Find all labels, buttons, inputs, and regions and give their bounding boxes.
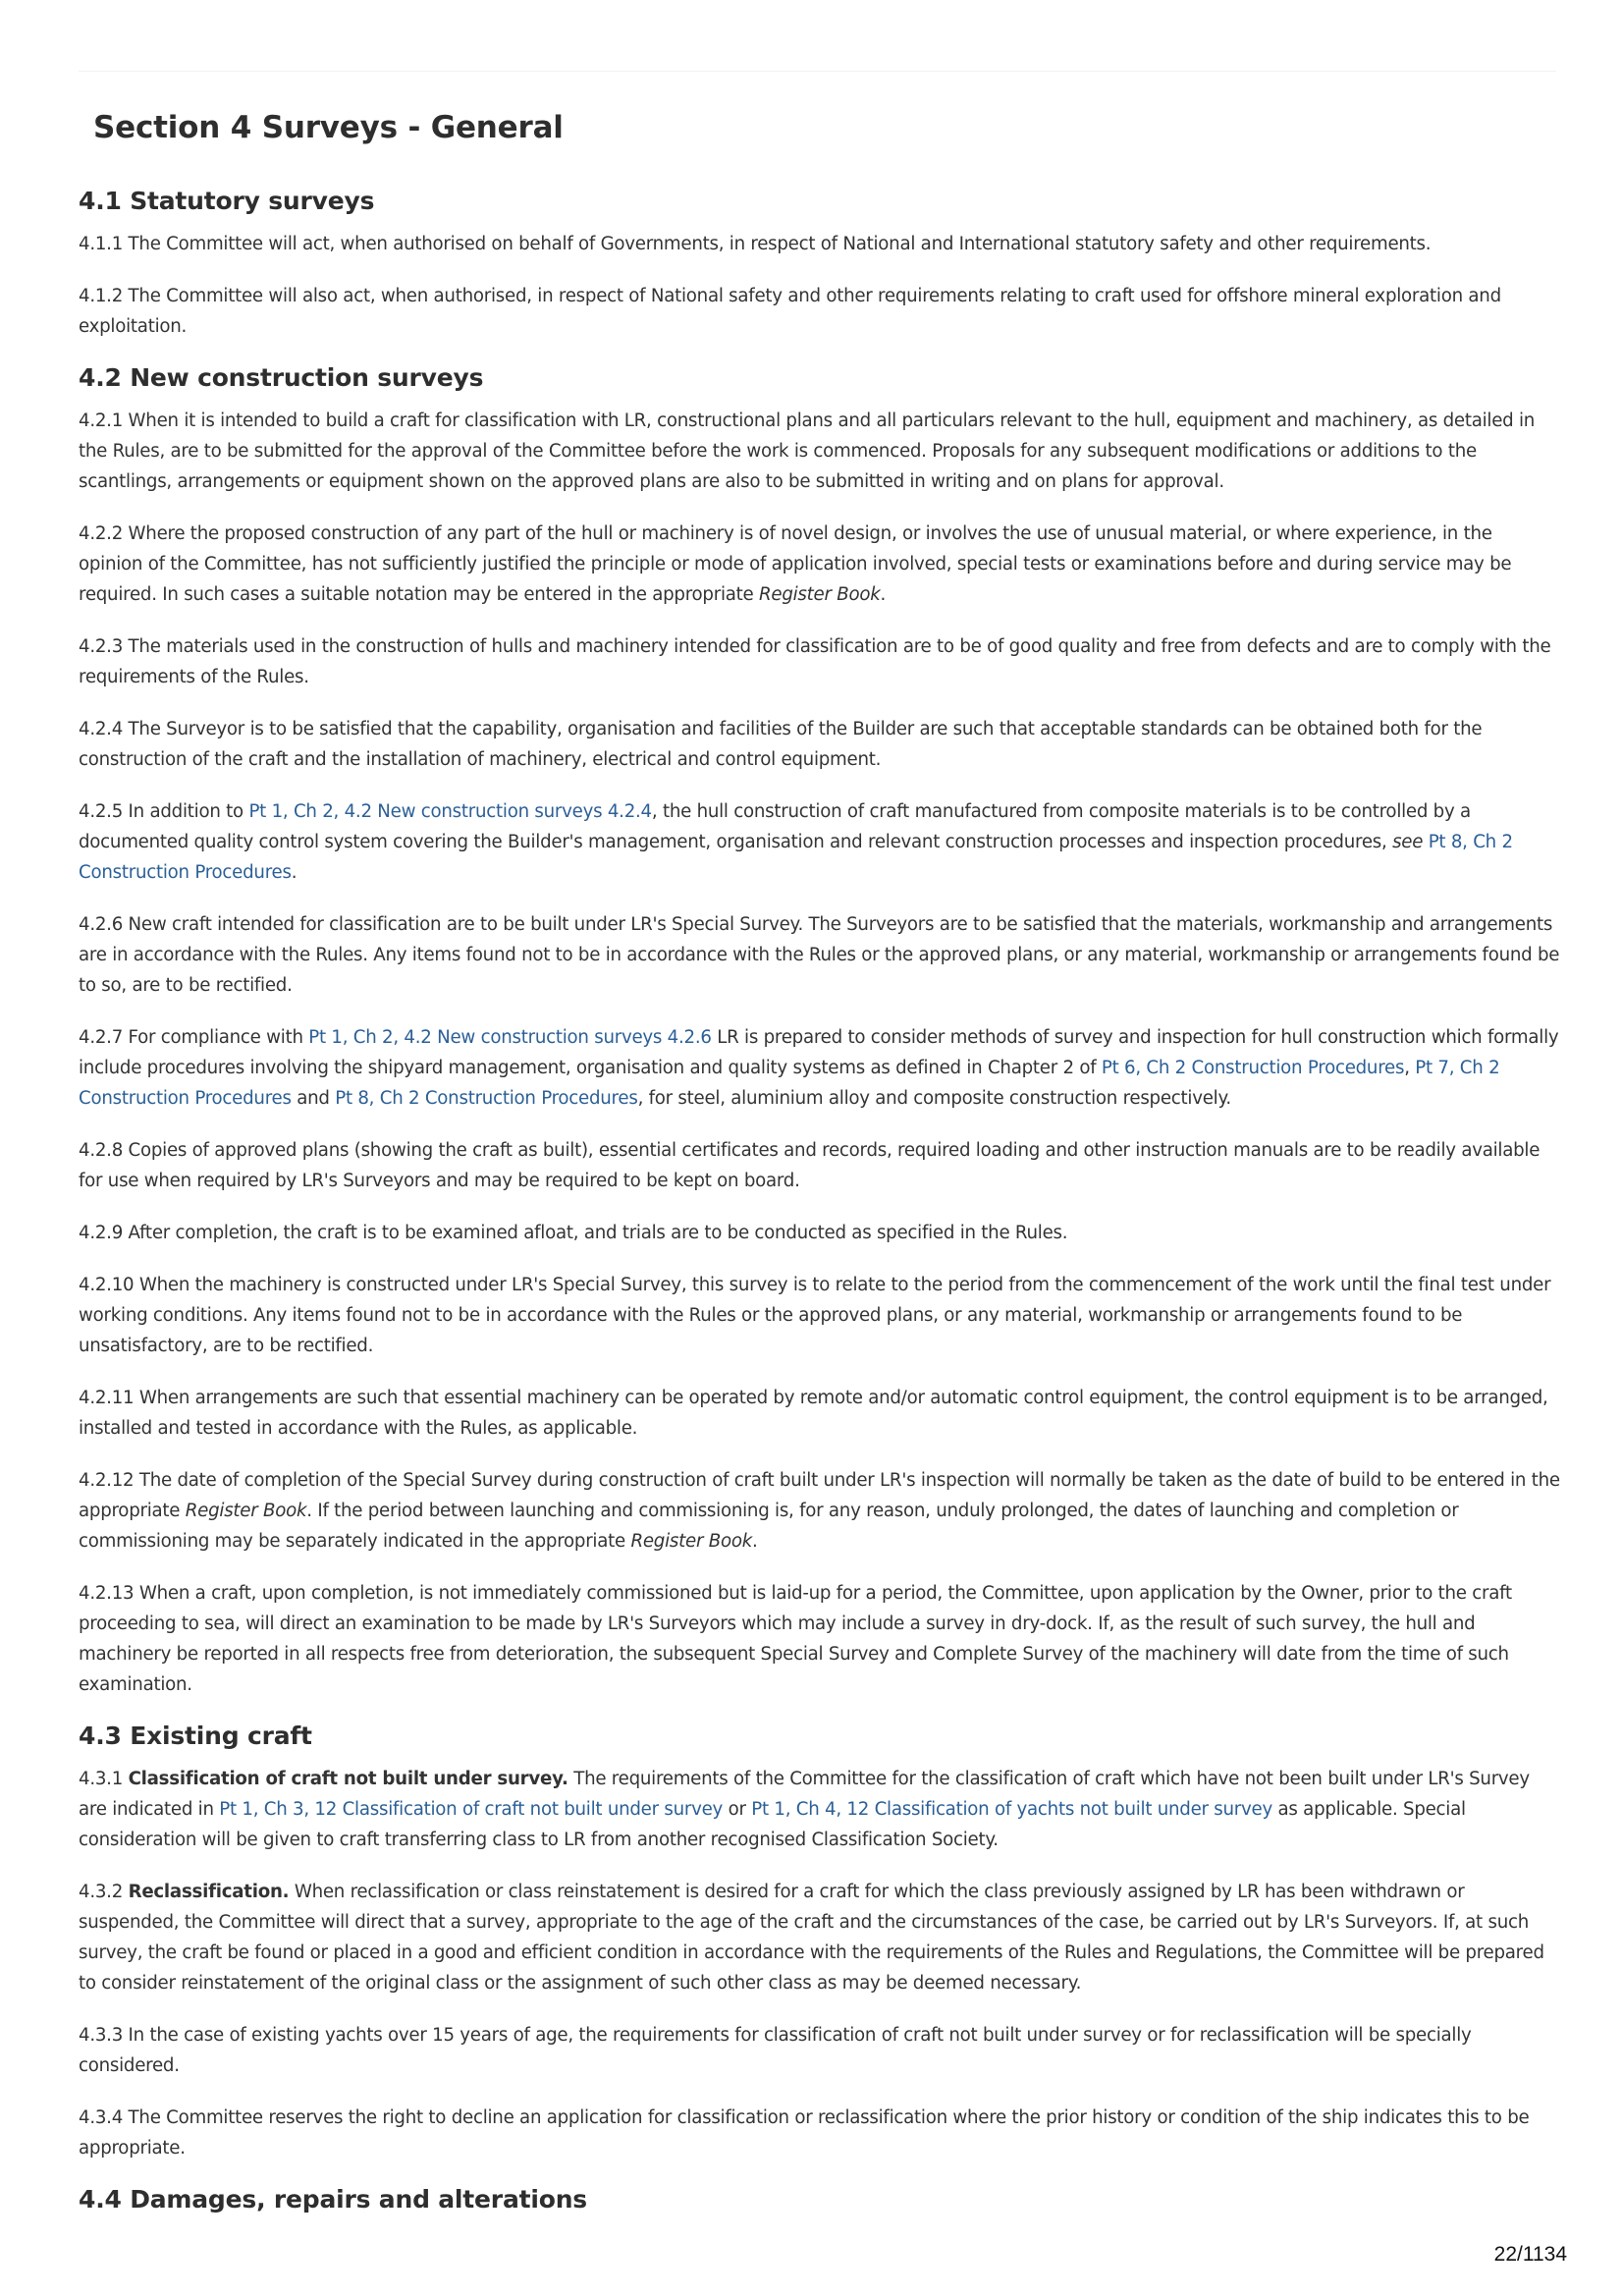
- para-4-2-3: 4.2.3 The materials used in the construction of hulls and machinery intended for classification are to be of good quality and free from defects and are to comply with the requirements of the Rules.: [79, 636, 1551, 687]
- para-4-2-10: 4.2.10 When the machinery is constructed under LR's Special Survey, this survey is to relate to the period from the commencement of the work until the final test under working conditions. Any items found not to be in accordance with the Rules or the approved plans, or any material, workmanship or arrangements found to be unsatisfactory, are to be rectified.: [79, 1275, 1551, 1356]
- para-4-2-7: 4.2.7 For compliance with Pt 1, Ch 2, 4.2 New construction surveys 4.2.6 LR is prepared to consider methods of survey and inspection for hull construction which formally include procedures involving the shipyard management, organisation and quality systems as defined in Chapter 2 of Pt 6, Ch 2 Construction Procedures, Pt 7, Ch 2 Construction Procedures and Pt 8, Ch 2 Construction Procedures, for steel, aluminium alloy and composite construction respectively.: [79, 1027, 1559, 1109]
- heading-4-3: 4.3 Existing craft: [79, 1722, 312, 1750]
- para-4-2-11: 4.2.11 When arrangements are such that essential machinery can be operated by remote and/or automatic control equipment, the control equipment is to be arranged, installed and tested in accordance with the Rules, as applicable.: [79, 1388, 1548, 1439]
- para-4-3-3: 4.3.3 In the case of existing yachts over 15 years of age, the requirements for classification of craft not built under survey or for reclassification will be specially considered.: [79, 2025, 1472, 2076]
- document-body: [79, 187, 1561, 2227]
- para-4-2-6: 4.2.6 New craft intended for classification are to be built under LR's Special Survey. The Surveyors are to be satisfied that the materials, workmanship and arrangements are in accordance with the Rules. Any items found not to be in accordance with the Rules or the approved plans, or any material, workmanship or arrangements found be to so, are to be rectified.: [79, 914, 1560, 996]
- para-4-2-8: 4.2.8 Copies of approved plans (showing the craft as built), essential certificates and records, required loading and other instruction manuals are to be readily available for use when required by LR's Surveyors and may be required to be kept on board.: [79, 1140, 1541, 1191]
- link-pt6-ch2-construction[interactable]: Pt 6, Ch 2 Construction Procedures: [1101, 1058, 1405, 1078]
- para-4-2-4: 4.2.4 The Surveyor is to be satisfied that the capability, organisation and facilities of the Builder are such that acceptable standards can be obtained both for the construction of the craft and the installation of machinery, electrical and control equipment.: [79, 719, 1483, 770]
- link-pt8-ch2-construction-2[interactable]: Pt 8, Ch 2 Construction Procedures: [335, 1088, 638, 1109]
- link-pt1-ch3-12[interactable]: Pt 1, Ch 3, 12 Classification of craft not built under survey: [219, 1799, 724, 1820]
- para-4-3-4: 4.3.4 The Committee reserves the right to decline an application for classification or reclassification where the prior history or condition of the ship indicates this to be appropriate.: [79, 2107, 1530, 2159]
- para-4-2-2: 4.2.2 Where the proposed construction of any part of the hull or machinery is of novel design, or involves the use of unusual material, or where experience, in the opinion of the Committee, has not sufficiently justified the principle or mode of application involved, special tests or examinations before and during service may be required. In such cases a suitable notation may be entered in the appropriate Register Book.: [79, 523, 1512, 605]
- page-number: 22/1134: [1493, 2243, 1567, 2266]
- para-4-2-12: 4.2.12 The date of completion of the Special Survey during construction of craft built under LR's inspection will normally be taken as the date of build to be entered in the appropriate Register Book. If the period between launching and commissioning is, for any reason, unduly prolonged, the dates of launching and completion or commissioning may be separately indicated in the appropriate Register Book.: [79, 1470, 1560, 1552]
- header-divider: [79, 71, 1556, 72]
- para-4-2-9: 4.2.9 After completion, the craft is to be examined afloat, and trials are to be conducted as specified in the Rules.: [79, 1223, 1068, 1243]
- para-4-2-1: 4.2.1 When it is intended to build a craft for classification with LR, constructional plans and all particulars relevant to the hull, equipment and machinery, as detailed in the Rules, are to be submitted for the approval of the Committee before the work is commenced. Proposals for any subsequent modifications or additions to the scantlings, arrangements or equipment shown on the approved plans are also to be submitted in writing and on plans for approval.: [79, 410, 1536, 492]
- para-4-1-2: 4.1.2 The Committee will also act, when authorised, in respect of National safety and other requirements relating to craft used for offshore mineral exploration and exploitation.: [79, 286, 1501, 337]
- heading-4-4: 4.4 Damages, repairs and alterations: [79, 2185, 587, 2214]
- para-4-3-1: 4.3.1 Classification of craft not built under survey. The requirements of the Committee for the classification of craft which have not been built under LR's Survey are indicated in Pt 1, Ch 3, 12 Classification of craft not built under survey or Pt 1, Ch 4, 12 Classification of yachts not built under survey as applicable. Special consideration will be given to craft transferring class to LR from another recognised Classification Society.: [79, 1769, 1530, 1850]
- para-4-3-2: 4.3.2 Reclassification. When reclassification or class reinstatement is desired for a craft for which the class previously assigned by LR has been withdrawn or suspended, the Committee will direct that a survey, appropriate to the age of the craft and the circumstances of the case, be carried out by LR's Surveyors. If, at such survey, the craft be found or placed in a good and efficient condition in accordance with the requirements of the Rules and Regulations, the Committee will be prepared to consider reinstatement of the original class or the assignment of such other class as may be deemed necessary.: [79, 1882, 1544, 1994]
- link-pt7-ch2-construction[interactable]: Pt 7, Ch 2 Construction Procedures: [79, 1058, 1500, 1109]
- heading-4-1: 4.1 Statutory surveys: [79, 187, 375, 215]
- para-4-2-5: 4.2.5 In addition to Pt 1, Ch 2, 4.2 New construction surveys 4.2.4, the hull construction of craft manufactured from composite materials is to be controlled by a documented quality control system covering the Builder's management, organisation and relevant construction processes and inspection procedures, see Pt 8, Ch 2 Construction Procedures.: [79, 801, 1513, 883]
- link-pt8-ch2-construction[interactable]: Pt 8, Ch 2 Construction Procedures: [79, 832, 1513, 883]
- para-4-2-13: 4.2.13 When a craft, upon completion, is not immediately commissioned but is laid-up for a period, the Committee, upon application by the Owner, prior to the craft proceeding to sea, will direct an examination to be made by LR's Surveyors which may include a survey in dry-dock. If, as the result of such survey, the hull and machinery be reported in all respects free from deterioration, the subsequent Special Survey and Complete Survey of the machinery will date from the time of such examination.: [79, 1583, 1512, 1695]
- heading-4-2: 4.2 New construction surveys: [79, 363, 484, 392]
- para-4-1-1: 4.1.1 The Committee will act, when authorised on behalf of Governments, in respect of National and International statutory safety and other requirements.: [79, 234, 1432, 254]
- section-title: Section 4 Surveys - General: [93, 110, 564, 145]
- link-pt1-ch2-4-2-4[interactable]: Pt 1, Ch 2, 4.2 New construction surveys 4.2.4: [248, 801, 652, 822]
- bold-lead-4-3-2: Reclassification.: [128, 1882, 290, 1902]
- link-pt1-ch2-4-2-6[interactable]: Pt 1, Ch 2, 4.2 New construction surveys 4.2.6: [308, 1027, 712, 1048]
- link-pt1-ch4-12[interactable]: Pt 1, Ch 4, 12 Classification of yachts not built under survey: [751, 1799, 1272, 1820]
- register-book-ref: Register Book: [759, 584, 881, 605]
- bold-lead-4-3-1: Classification of craft not built under survey.: [128, 1769, 568, 1789]
